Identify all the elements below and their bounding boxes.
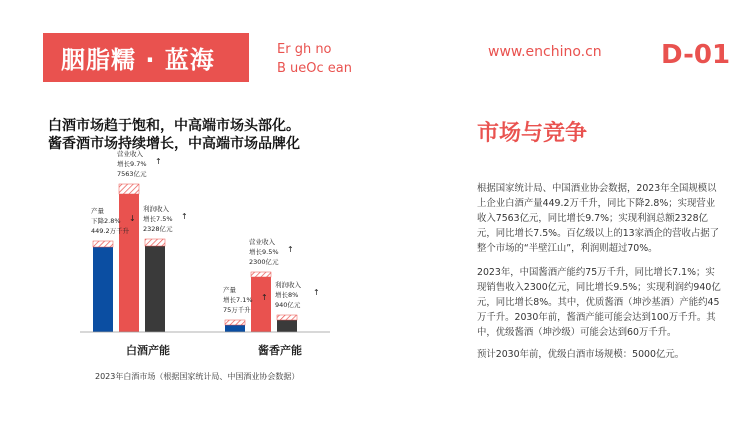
page-code: D-01 [661, 40, 731, 70]
arrow-up-icon: ↑ [181, 212, 188, 221]
website-url[interactable]: www.enchino.cn [488, 44, 602, 60]
bar-label-1-1-1: 增长9.5% [249, 248, 279, 256]
bar-label-1-1-0: 营业收入 [249, 238, 275, 246]
headline-line2: 酱香酒市场持续增长，中高端市场品牌化 [48, 136, 300, 152]
bar-0-0 [93, 247, 113, 332]
arrow-up-icon: ↑ [261, 293, 268, 302]
bar-label-1-1-2: 2300亿元 [249, 258, 279, 266]
arrow-up-icon: ↑ [155, 157, 162, 166]
chart-caption: 2023年白酒市场（根据国家统计局、中国酒业协会数据） [95, 372, 300, 381]
arrow-up-icon: ↑ [313, 288, 320, 297]
bar-hatch-0-2 [145, 239, 165, 246]
bar-label-0-0-1: 下降2.8% [91, 217, 121, 225]
bar-label-1-0-0: 产量 [223, 286, 236, 294]
brand-title-banner [43, 33, 249, 82]
section-title: 市场与竞争 [477, 121, 588, 146]
bar-hatch-0-0 [93, 241, 113, 247]
brand-cn-title: 胭脂糯 · 蓝海 [61, 46, 215, 74]
bar-label-0-0-2: 449.2万千升 [91, 227, 130, 235]
bar-label-0-2-1: 增长7.5% [143, 215, 173, 223]
bar-label-1-0-2: 75万千升 [223, 306, 251, 314]
bar-label-0-1-0: 营业收入 [117, 150, 143, 158]
arrow-down-icon: ↓ [129, 214, 136, 223]
bar-label-1-2-2: 940亿元 [275, 301, 301, 309]
arrow-up-icon: ↑ [287, 245, 294, 254]
bar-label-0-1-2: 7563亿元 [117, 170, 147, 178]
bar-label-1-0-1: 增长7.1% [223, 296, 253, 304]
bar-1-0 [225, 325, 245, 332]
brand-en-line2: B ueOc ean [277, 61, 353, 76]
bar-label-0-0-0: 产量 [91, 207, 104, 215]
bar-label-0-2-0: 利润收入 [143, 205, 169, 213]
bar-1-1 [251, 277, 271, 332]
market-bar-chart [60, 150, 350, 370]
bar-1-2 [277, 320, 297, 332]
bar-hatch-1-0 [225, 320, 245, 325]
group-label-jiangxiang: 酱香产能 [258, 344, 302, 357]
bar-hatch-0-1 [119, 184, 139, 194]
bar-label-0-2-2: 2328亿元 [143, 225, 173, 233]
paragraph-jiangjiu: 2023年，中国酱酒产能约75万千升，同比增长7.1%；实现销售收入2300亿元，同比增长9.5%；实现利润约940亿元，同比增长8%。其中，优质酱酒（坤沙基酒）产能约45万千升。2030年前，酱酒产能可能会达到100万千升。其中，优级酱酒（坤沙级）可能会达到60万千升。 [477, 267, 721, 338]
group-label-baijiu: 白酒产能 [126, 344, 170, 357]
bar-label-1-2-0: 利润收入 [275, 281, 301, 289]
bar-0-2 [145, 246, 165, 332]
brand-en-line1: Er gh no [277, 42, 332, 57]
paragraph-forecast: 预计2030年前，优级白酒市场规模：5000亿元。 [477, 349, 685, 360]
bar-hatch-1-2 [277, 315, 297, 320]
bar-label-1-2-1: 增长8% [275, 291, 299, 299]
headline-line1: 白酒市场趋于饱和，中高端市场头部化。 [48, 118, 300, 134]
bar-label-0-1-1: 增长9.7% [117, 160, 147, 168]
bar-hatch-1-1 [251, 272, 271, 277]
paragraph-baijiu: 根据国家统计局、中国酒业协会数据，2023年全国规模以上企业白酒产量449.2万千升，同比下降2.8%；实现营业收入7563亿元，同比增长9.7%；实现利润总额2328亿元，同比增长7.5%。百亿级以上的13家酒企的营收占据了整个市场的“半壁江山”，利润则超过70%。 [477, 183, 719, 254]
